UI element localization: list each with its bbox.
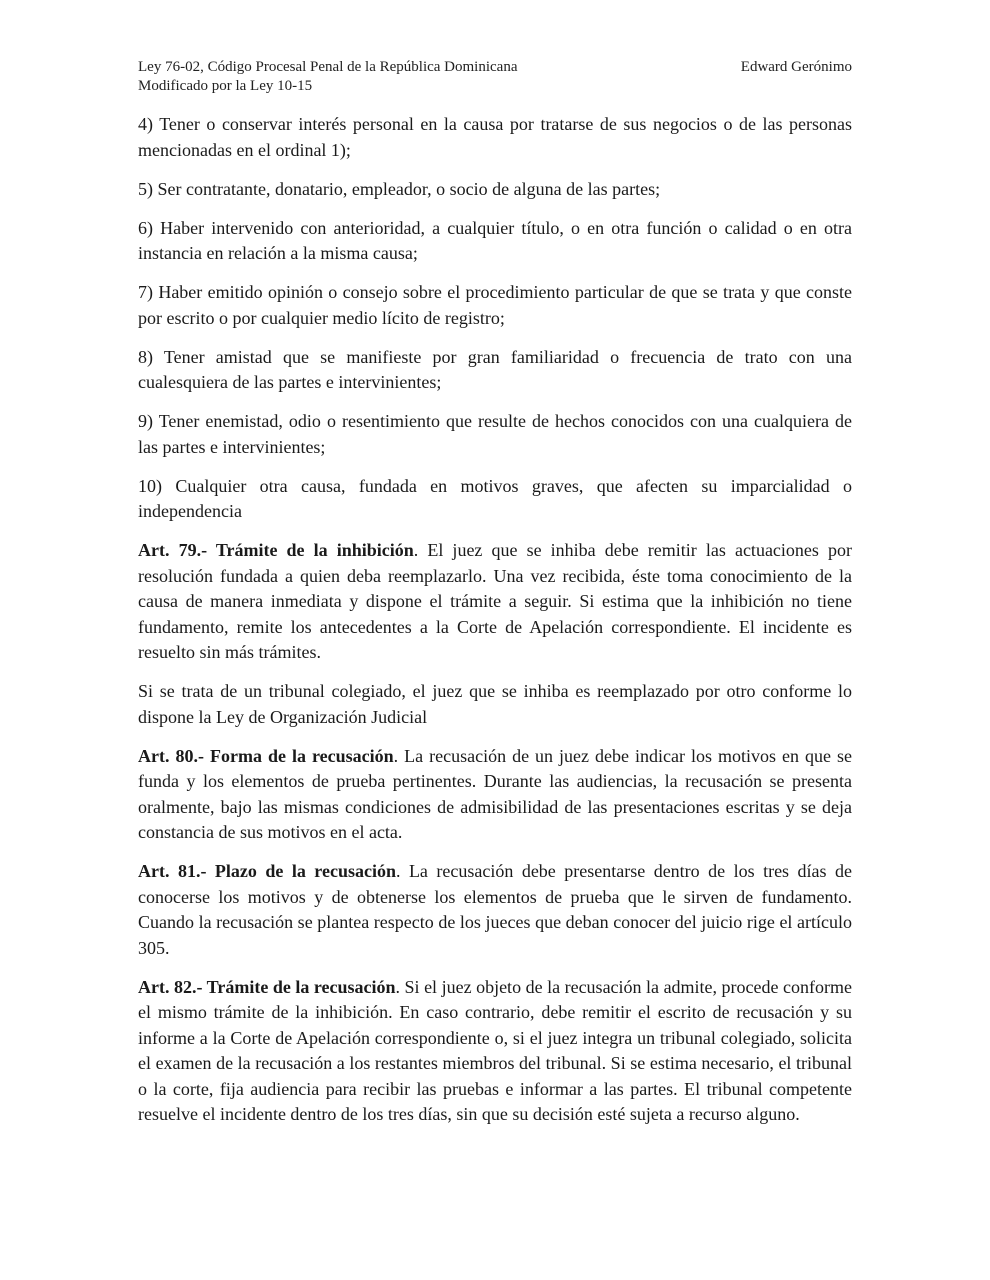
- document-body: [138, 112, 852, 1128]
- article-81: [138, 859, 852, 961]
- article-80: [138, 744, 852, 846]
- article-79-body: . El juez que se inhiba debe remitir las actuaciones por resolución fundada a quien deba reemplazarlo. Una vez recibida, éste toma conocimiento de la causa de manera inmediata y dispone el trámite a seguir. Si estima que la inhibición no tiene fundamento, remite los antecedentes a la Corte de Apelación correspondiente. El incidente es resuelto sin más trámites.: [138, 540, 852, 662]
- article-79-paragraph-2: Si se trata de un tribunal colegiado, el juez que se inhiba es reemplazado por otro conforme lo dispone la Ley de Organización Judicial: [138, 681, 852, 727]
- article-79: [138, 538, 852, 666]
- list-item: 6) Haber intervenido con anterioridad, a cualquier título, o en otra función o calidad o en otra instancia en relación a la misma causa;: [138, 217, 852, 263]
- header-title: Ley 76-02, Código Procesal Penal de la República Dominicana: [138, 59, 518, 75]
- article-81-body: . La recusación debe presentarse dentro de los tres días de conocerse los motivos y de obtenerse los elementos de prueba que le sirven de fundamento. Cuando la recusación se plantea respecto de los jueces que deban conocer del juicio rige el artículo 305.: [138, 861, 852, 958]
- article-82-body: . Si el juez objeto de la recusación la admite, procede conforme el mismo trámite de la inhibición. En caso contrario, debe remitir el escrito de recusación y su informe a la Corte de Apelación correspondiente o, si el juez integra un tribunal colegiado, solicita el examen de la recusación a los restantes miembros del tribunal. Si se estima necesario, el tribunal o la corte, fija audiencia para recibir las pruebas e informar a las partes. El tribunal competente resuelve el incidente dentro de los tres días, sin que su decisión esté sujeta a recurso alguno.: [138, 976, 853, 1124]
- page-header: [138, 58, 852, 96]
- header-subtitle: Modificado por la Ley 10-15: [138, 78, 313, 94]
- article-82-heading: Art. 82.- Trámite de la recusación: [138, 976, 396, 997]
- article-82: [138, 975, 852, 1128]
- list-item: 9) Tener enemistad, odio o resentimiento que resulte de hechos conocidos con una cualquiera de las partes e intervinientes;: [138, 411, 852, 457]
- list-item: 8) Tener amistad que se manifieste por gran familiaridad o frecuencia de trato con una cualesquiera de las partes e intervinientes;: [138, 346, 852, 392]
- article-80-body: . La recusación de un juez debe indicar los motivos en que se funda y los elementos de prueba pertinentes. Durante las audiencias, la recusación se presenta oralmente, bajo las mismas condiciones de admisibilidad de las presentaciones escritas y se deja constancia de sus motivos en el acta.: [138, 745, 852, 842]
- header-author: Edward Gerónimo: [740, 59, 852, 75]
- list-item: 7) Haber emitido opinión o consejo sobre el procedimiento particular de que se trata y que conste por escrito o por cualquier medio lícito de registro;: [138, 282, 852, 328]
- list-item: 5) Ser contratante, donatario, empleador, o socio de alguna de las partes;: [138, 178, 661, 199]
- list-item: 4) Tener o conservar interés personal en la causa por tratarse de sus negocios o de las personas mencionadas en el ordinal 1);: [138, 114, 852, 160]
- list-item: 10) Cualquier otra causa, fundada en motivos graves, que afecten su imparcialidad o independencia: [138, 475, 852, 521]
- header-row: [138, 58, 852, 77]
- article-79-heading: Art. 79.- Trámite de la inhibición: [138, 540, 414, 560]
- article-80-heading: Art. 80.- Forma de la recusación: [138, 745, 394, 766]
- article-81-heading: Art. 81.- Plazo de la recusación: [138, 861, 396, 881]
- document-page: [138, 58, 852, 1141]
